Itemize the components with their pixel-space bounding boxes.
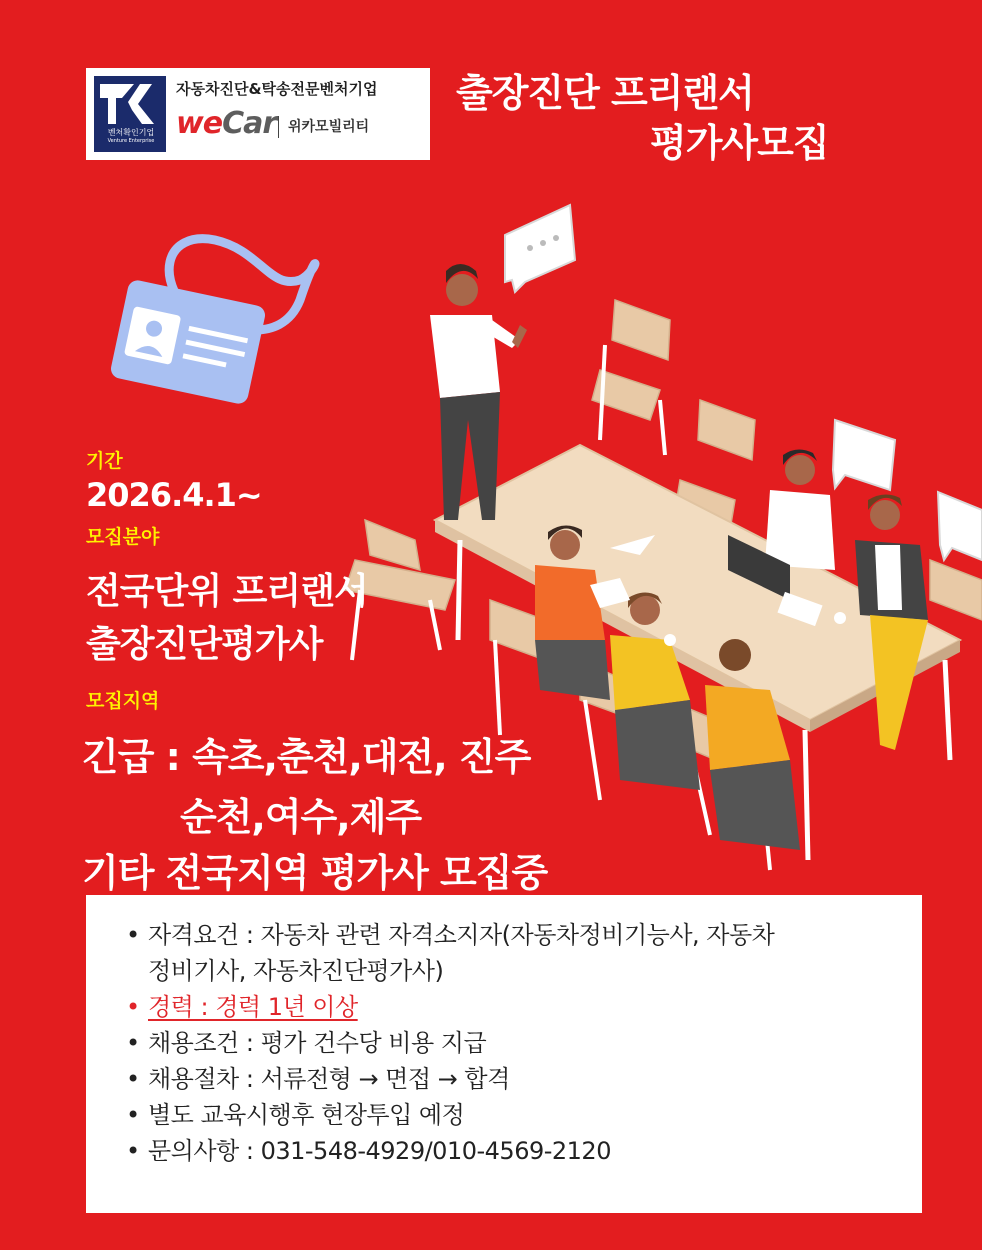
venture-label-en: Venture Enterprise — [107, 138, 155, 144]
id-badge-icon — [109, 239, 315, 406]
field-line2: 출장진단평가사 — [86, 624, 323, 665]
logo-tagline: 자동차진단&탁송전문벤처기업 — [176, 80, 378, 98]
list-item-procedure — [148, 1061, 908, 1097]
brand-part-we: we — [176, 106, 223, 141]
list-item-contact — [148, 1133, 908, 1169]
list-item-qualification-cont — [148, 953, 908, 989]
conditions-text: 채용조건 : 평가 건수당 비용 지급 — [148, 1029, 487, 1057]
region-line1: 긴급 : 속초,춘천,대전, 진주 — [82, 735, 531, 779]
brand-part-car: Car — [222, 106, 277, 141]
qualification-text-1: 자격요건 : 자동차 관련 자격소지자(자동차정비기능사, 자동차 — [148, 921, 775, 949]
field-line1: 전국단위 프리랜서 — [86, 571, 368, 612]
speech-bubble-icon-3 — [938, 492, 982, 560]
requirements-list — [148, 917, 908, 1169]
experience-text: 경력 : 경력 1년 이상 — [148, 993, 358, 1021]
list-item-experience — [148, 989, 908, 1025]
list-item-conditions — [148, 1025, 908, 1061]
region-line3: 기타 전국지역 평가사 모집중 — [82, 851, 548, 895]
region-line2: 순천,여수,제주 — [180, 795, 422, 839]
speech-bubble-icon-1 — [505, 205, 575, 292]
speech-bubble-icon-2 — [833, 420, 895, 490]
training-text: 별도 교육시행후 현장투입 예정 — [148, 1101, 465, 1129]
logo-korean-name: 위카모빌리티 — [288, 119, 370, 135]
region-label: 모집지역 — [86, 690, 160, 712]
qualification-text-2: 정비기사, 자동차진단평가사) — [148, 957, 444, 985]
page-title-line1: 출장진단 프리랜서 — [456, 71, 754, 115]
list-item-qualification — [148, 917, 908, 953]
procedure-text: 채용절차 : 서류전형 → 면접 → 합격 — [148, 1065, 510, 1093]
list-item-training — [148, 1097, 908, 1133]
venture-label: 벤처확인기업 — [107, 128, 155, 137]
period-label: 기간 — [86, 450, 123, 472]
page-title-line2: 평가사모집 — [650, 121, 829, 165]
requirements-box — [86, 895, 922, 1213]
period-value: 2026.4.1~ — [86, 476, 262, 514]
contact-text: 문의사항 : 031-548-4929/010-4569-2120 — [148, 1137, 611, 1165]
field-label: 모집분야 — [86, 526, 160, 548]
